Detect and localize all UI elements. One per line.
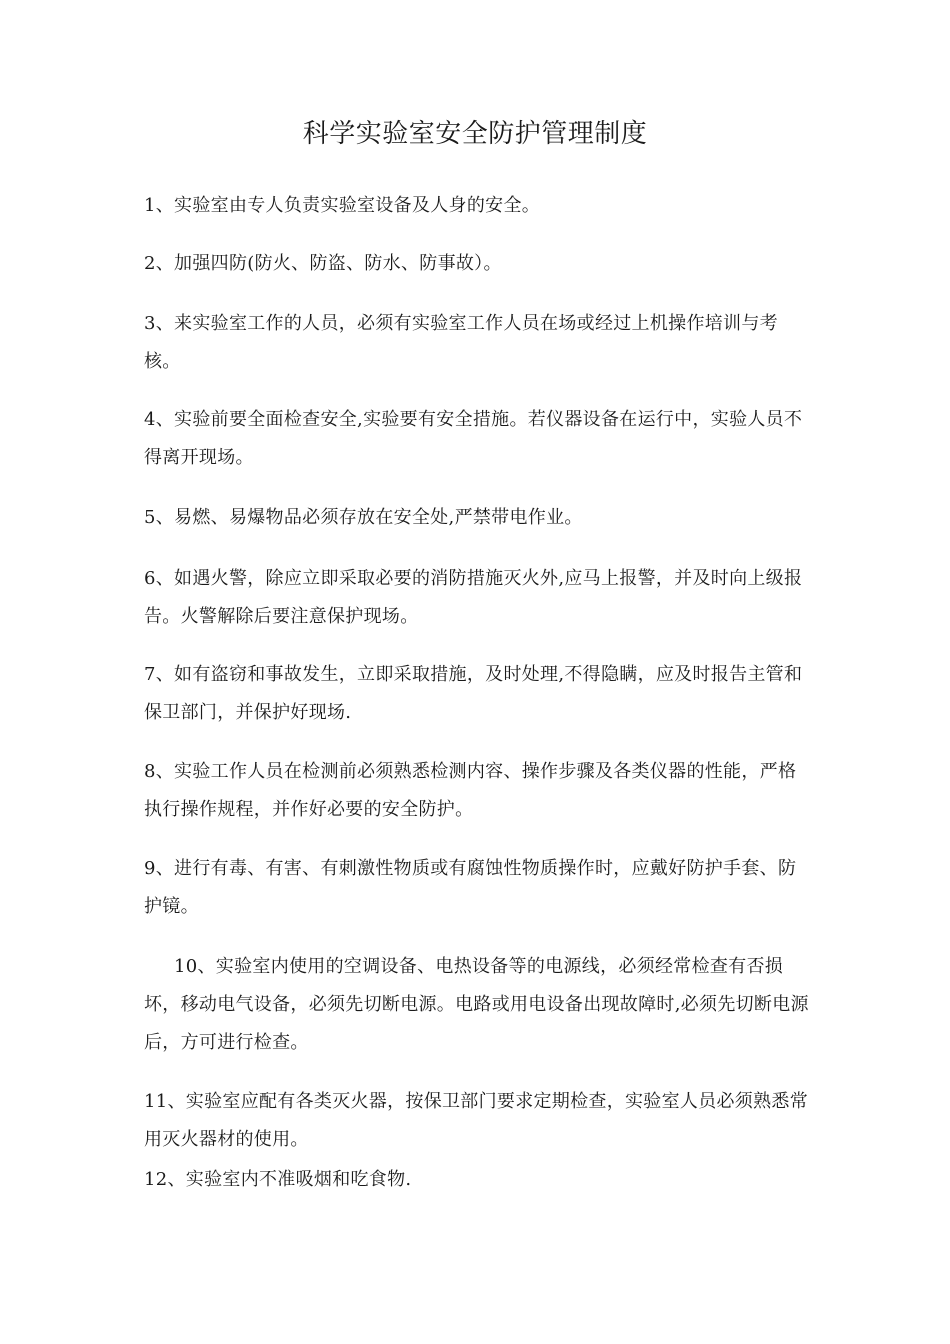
rule-item-12: 12、实验室内不准吸烟和吃食物. [144,1169,412,1190]
rule-item-1: 1、实验室由专人负责实验室设备及人身的安全。 [144,195,541,216]
rule-item-4: 4、实验前要全面检查安全,实验要有安全措施。若仪器设备在运行中，实验人员不得离开现场。 [144,409,803,468]
rule-item-5: 5、易燃、易爆物品必须存放在安全处,严禁带电作业。 [144,507,583,528]
rule-item-6: 6、如遇火警，除应立即采取必要的消防措施灭火外,应马上报警，并及时向上级报告。火警解除后要注意保护现场。 [144,568,803,627]
rule-item-2: 2、加强四防(防火、防盗、防水、防事故）。 [144,253,502,274]
rule-item-11: 11、实验室应配有各类灭火器，按保卫部门要求定期检查，实验室人员必须熟悉常用灭火器材的使用。 [144,1091,809,1150]
rule-item-10: 10、实验室内使用的空调设备、电热设备等的电源线，必须经常检查有否损坏，移动电气设备，必须先切断电源。电路或用电设备出现故障时,必须先切断电源后，方可进行检查。 [144,956,809,1053]
rule-item-7: 7、如有盗窃和事故发生，立即采取措施，及时处理,不得隐瞒，应及时报告主管和保卫部门，并保护好现场. [144,664,803,723]
document-title: 科学实验室安全防护管理制度 [302,119,648,149]
rule-item-9: 9、进行有毒、有害、有刺激性物质或有腐蚀性物质操作时，应戴好防护手套、防护镜。 [144,858,797,917]
rule-item-8: 8、实验工作人员在检测前必须熟悉检测内容、操作步骤及各类仪器的性能，严格执行操作规程，并作好必要的安全防护。 [144,761,797,820]
rule-item-3: 3、来实验室工作的人员，必须有实验室工作人员在场或经过上机操作培训与考核。 [144,313,778,372]
